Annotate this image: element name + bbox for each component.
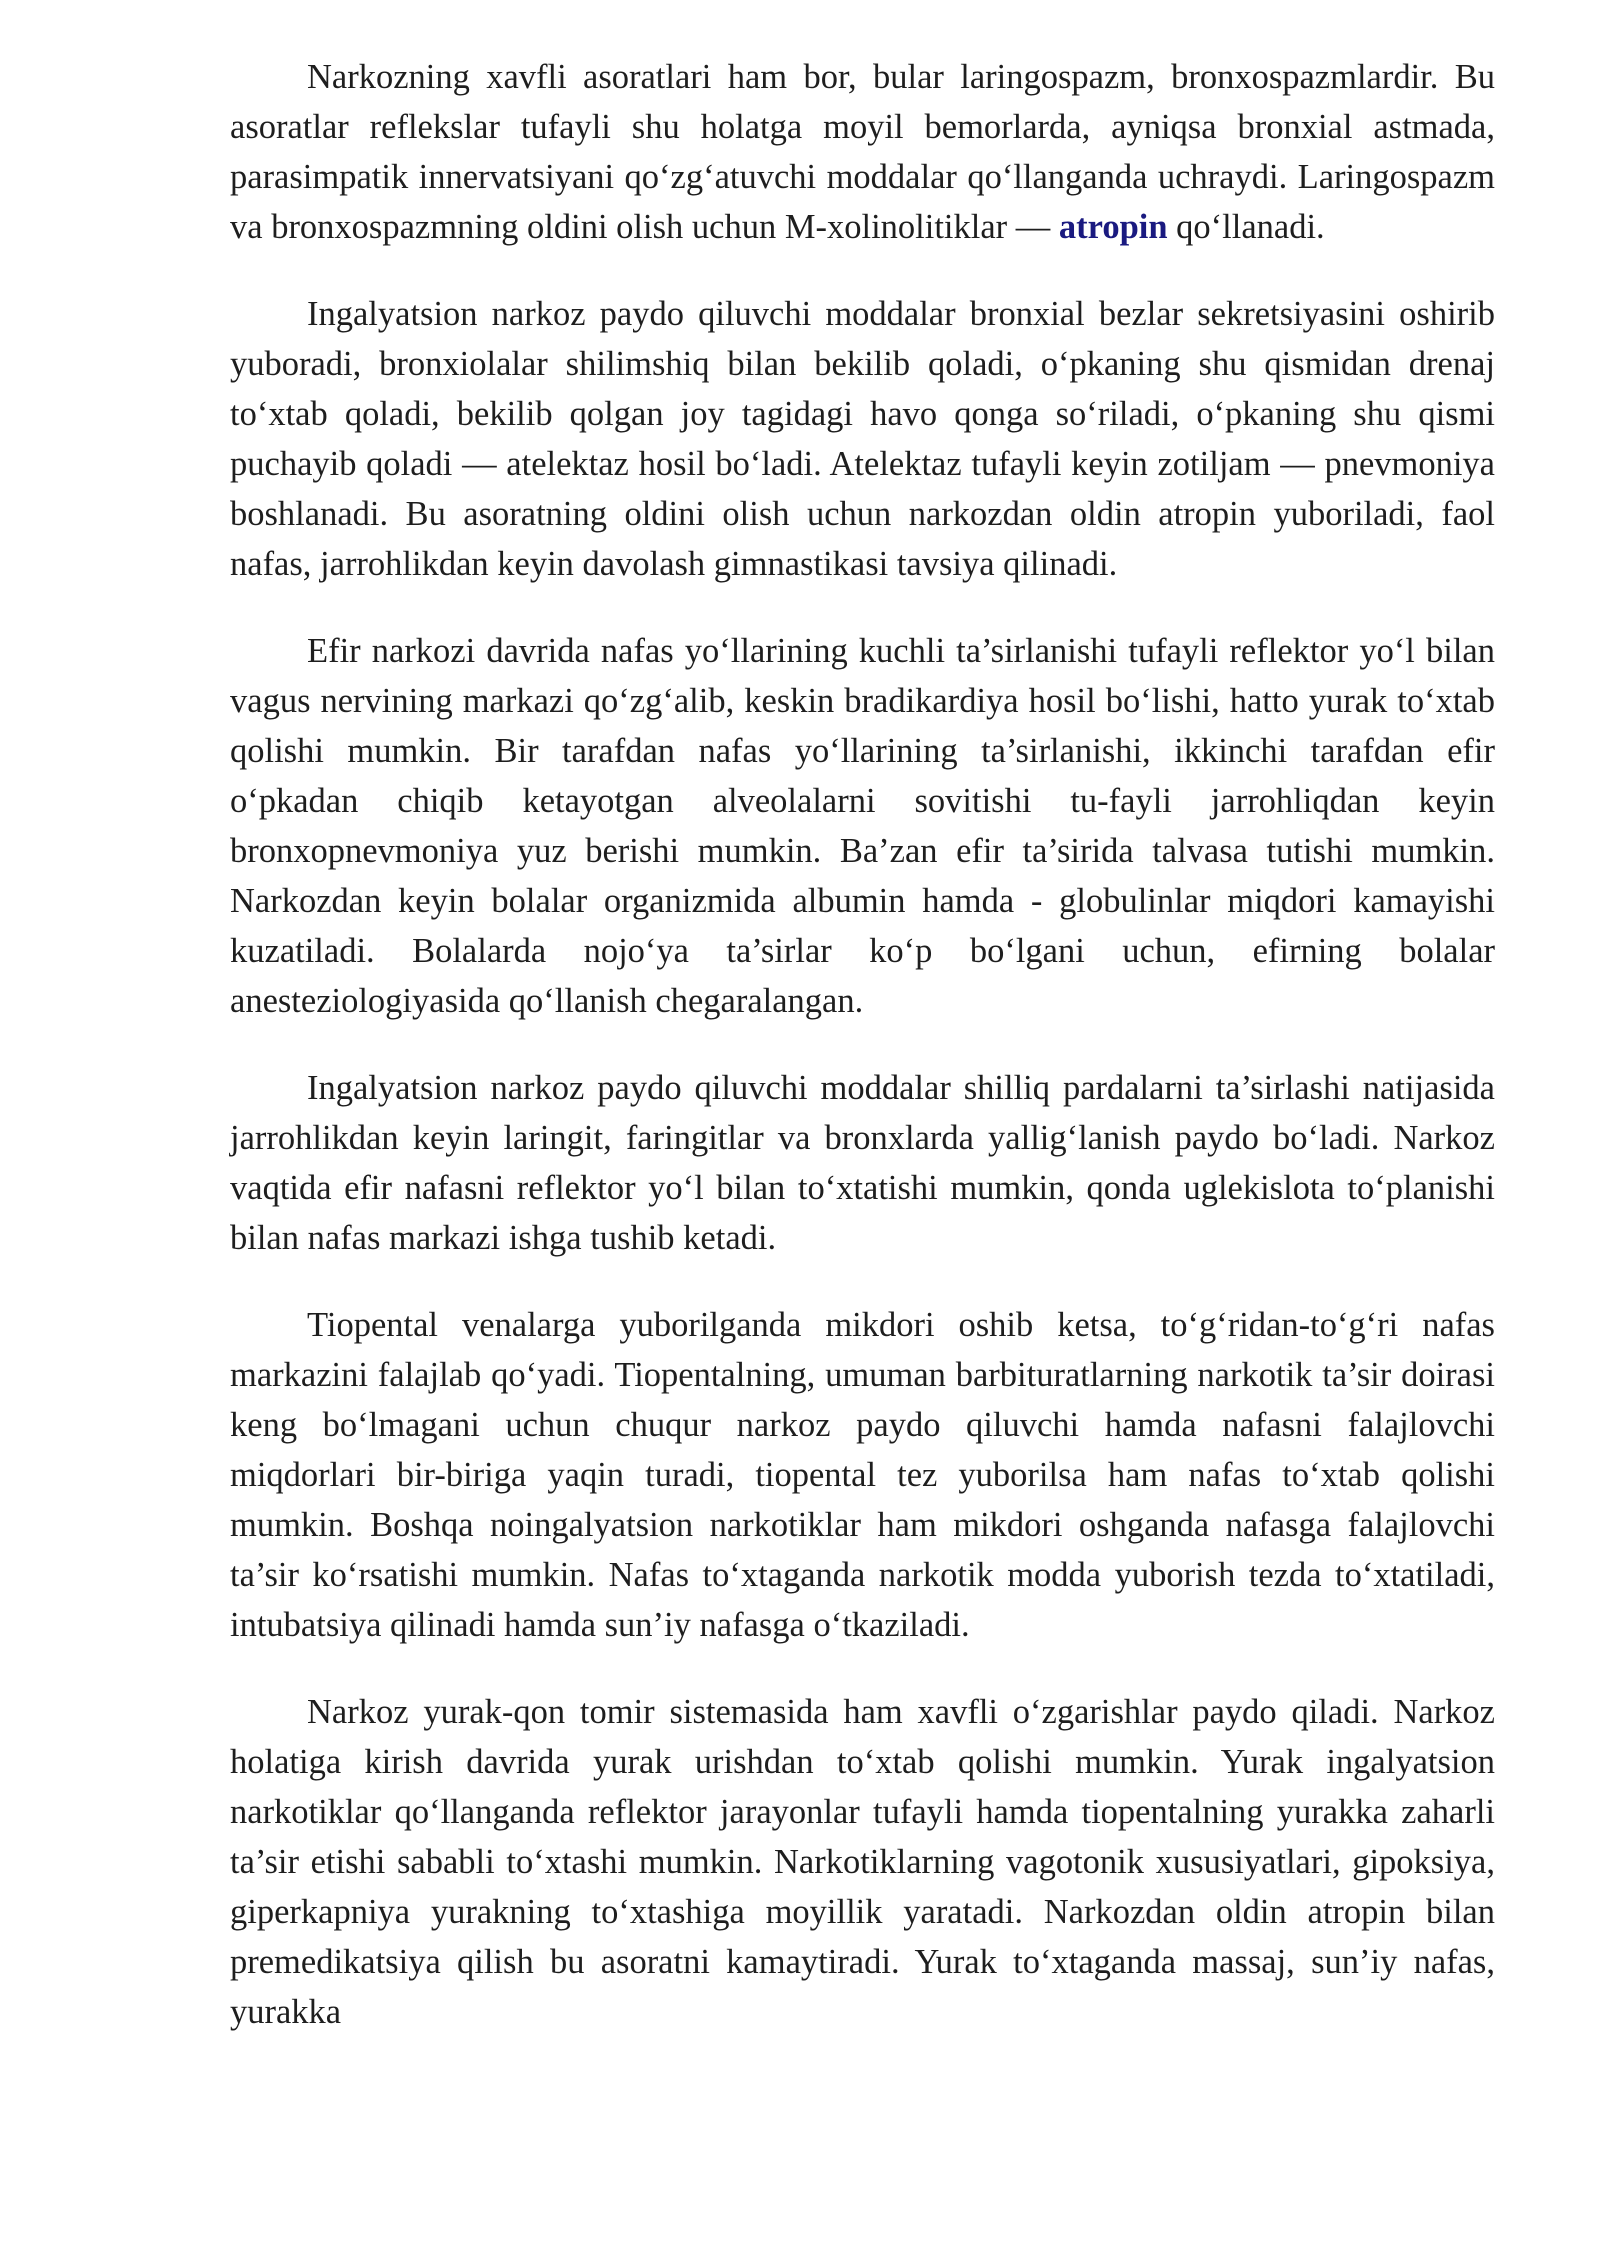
paragraph-cardiovascular: Narkoz yurak-qon tomir sistemasida ham xavfli o‘zgarishlar paydo qiladi. Narkoz holatiga kirish davrida yurak urishdan to‘xtab qolishi mumkin. Yurak ingalyatsion narkotiklar qo‘llanganda reflektor jarayonlar tufayli hamda tiopentalning yurakka zaharli ta’sir etishi sababli to‘xtashi mumkin. Narkotiklarning vagotonik xususiyatlari, gipoksiya, giperkapniya yurakning to‘xtashiga moyillik yaratadi. Narkozdan oldin atropin bilan premedikatsiya qilish bu asoratni kamaytiradi. Yurak to‘xtaganda massaj, sun’iy nafas, yurakka — [230, 1693, 1495, 2031]
paragraph-narcosis-complications — [230, 52, 1495, 252]
paragraph-tiopental: Tiopental venalarga yuborilganda mikdori oshib ketsa, to‘g‘ridan-to‘g‘ri nafas markazini falajlab qo‘yadi. Tiopentalning, umuman barbituratlarning narkotik ta’sir doirasi keng bo‘lmagani uchun chuqur narkoz paydo qiluvchi hamda nafasni falajlovchi miqdorlari bir-biriga yaqin turadi, tiopental tez yuborilsa ham nafas to‘xtab qolishi mumkin. Boshqa noingalyatsion narkotiklar ham mikdori oshganda nafasga falajlovchi ta’sir ko‘rsatishi mumkin. Nafas to‘xtaganda narkotik modda yuborish tezda to‘xtatiladi, intubatsiya qilinadi hamda sun’iy nafasga o‘tkaziladi. — [230, 1306, 1495, 1644]
paragraph-1-tail: qo‘llanadi. — [1167, 208, 1325, 246]
paragraph-ether-narcosis: Efir narkozi davrida nafas yo‘llarining kuchli ta’sirlanishi tufayli reflektor yo‘l bilan vagus nervining markazi qo‘zg‘alib, keskin bradikardiya hosil bo‘lishi, hatto yurak to‘xtab qolishi mumkin. Bir tarafdan nafas yo‘llarining ta’sirlanishi, ikkinchi tarafdan efir o‘pkadan chiqib ketayotgan alveolalarni sovitishi tu-fayli jarrohliqdan keyin bronxopnevmoniya yuz berishi mumkin. Ba’zan efir ta’sirida talvasa tutishi mumkin. Narkozdan keyin bolalar organizmida albumin hamda - globulinlar miqdori kamayishi kuzatiladi. Bolalarda nojo‘ya ta’sirlar ko‘p bo‘lgani uchun, efirning bolalar anesteziologiyasida qo‘llanish chegaralangan. — [230, 632, 1495, 1020]
document-page — [230, 52, 1495, 2037]
paragraph-mucosa-irritation: Ingalyatsion narkoz paydo qiluvchi moddalar shilliq pardalarni ta’sirlashi natijasida jarrohlikdan keyin laringit, faringitlar va bronxlarda yallig‘lanish paydo bo‘ladi. Narkoz vaqtida efir nafasni reflektor yo‘l bilan to‘xtatishi mumkin, qonda uglekislota to‘planishi bilan nafas markazi ishga tushib ketadi. — [230, 1069, 1495, 1257]
paragraph-atelectasis: Ingalyatsion narkoz paydo qiluvchi moddalar bronxial bezlar sekretsiyasini oshirib yuboradi, bronxiolalar shilimshiq bilan bekilib qoladi, o‘pkaning shu qismidan drenaj to‘xtab qoladi, bekilib qolgan joy tagidagi havo qonga so‘riladi, o‘pkaning shu qismi puchayib qoladi — atelektaz hosil bo‘ladi. Atelektaz tufayli keyin zotiljam — pnevmoniya boshlanadi. Bu asoratning oldini olish uchun narkozdan oldin atropin yuboriladi, faol nafas, jarrohlikdan keyin davolash gimnastikasi tavsiya qilinadi. — [230, 295, 1495, 583]
atropin-highlight: atropin — [1058, 208, 1168, 246]
paragraph-1-text: Narkozning xavfli asoratlari ham bor, bular laringospazm, bronxospazmlardir. Bu asoratlar reflekslar tufayli shu holatga moyil bemorlarda, ayniqsa bronxial astmada, parasimpatik innervatsiyani qo‘zg‘atuvchi moddalar qo‘llanganda uchraydi. Laringospazm va bronxospazmning oldini olish uchun M-xolinolitiklar — — [230, 58, 1495, 246]
